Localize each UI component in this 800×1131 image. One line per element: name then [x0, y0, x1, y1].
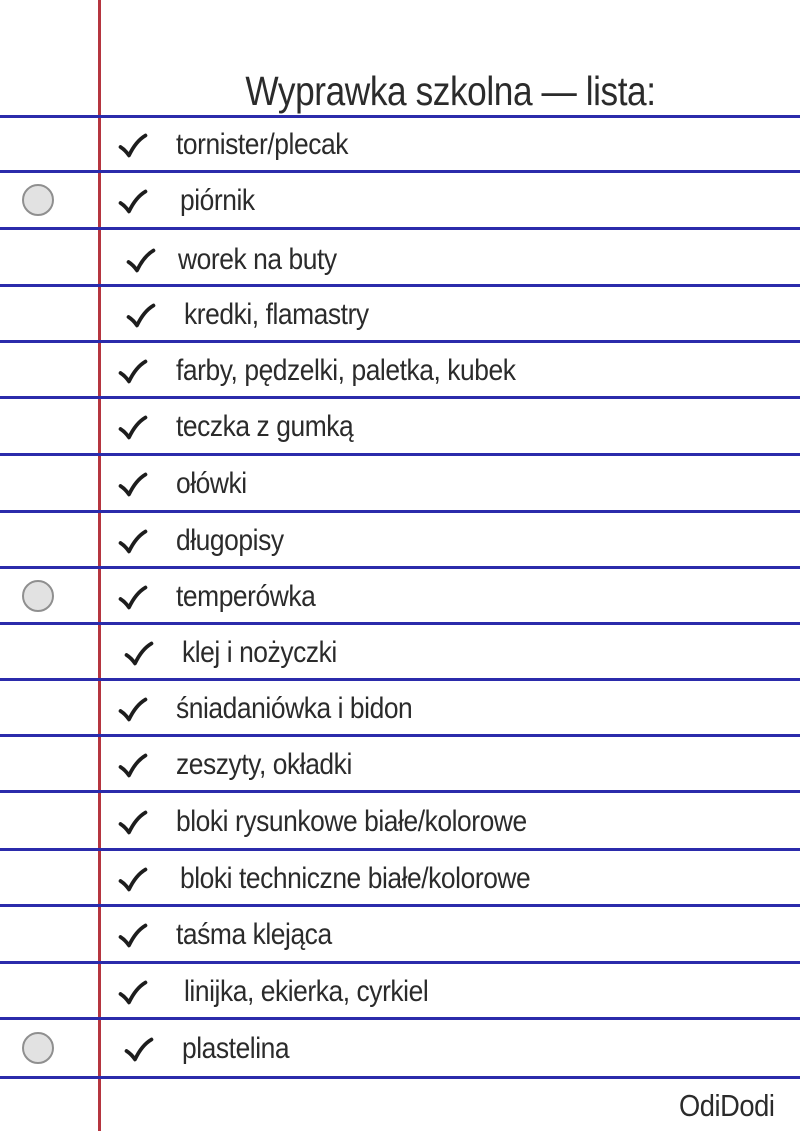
- checklist-item-row: [0, 569, 800, 625]
- title-row: [0, 0, 800, 118]
- footer-row: [0, 1079, 800, 1131]
- checkmark-icon: [118, 472, 148, 498]
- checklist: [0, 118, 800, 1079]
- checklist-item-label: taśma klejąca: [176, 918, 332, 951]
- checklist-item-row: [0, 230, 800, 287]
- checklist-item-label: kredki, flamastry: [184, 297, 369, 331]
- checklist-item-label: plastelina: [182, 1032, 290, 1065]
- checklist-item-row: [0, 625, 800, 681]
- checkmark-icon: [118, 697, 148, 723]
- checklist-item-label: klej i nożyczki: [182, 635, 337, 669]
- page-title: Wyprawka szkolna — lista:: [244, 68, 656, 114]
- checklist-item-row: [0, 513, 800, 569]
- checklist-item-row: [0, 343, 800, 399]
- hole-punch-circle: [22, 580, 54, 612]
- checklist-item-row: [0, 173, 800, 230]
- checkmark-icon: [126, 248, 156, 274]
- checklist-item-row: [0, 907, 800, 964]
- checklist-item-row: [0, 737, 800, 793]
- checkmark-icon: [118, 923, 148, 949]
- checkmark-icon: [118, 189, 148, 215]
- checklist-item-row: [0, 793, 800, 851]
- checkmark-icon: [126, 303, 156, 329]
- checklist-item-row: [0, 851, 800, 907]
- checklist-item-label: worek na buty: [178, 243, 337, 276]
- hole-punch-circle: [22, 1032, 54, 1064]
- checklist-item-row: [0, 287, 800, 343]
- checkmark-icon: [118, 867, 148, 893]
- hole-punch-circle: [22, 184, 54, 216]
- checkmark-icon: [118, 133, 148, 159]
- checkmark-icon: [124, 641, 154, 667]
- checkmark-icon: [124, 1037, 154, 1063]
- checkmark-icon: [118, 753, 148, 779]
- checklist-item-row: [0, 118, 800, 173]
- checklist-item-row: [0, 681, 800, 737]
- checklist-item-label: zeszyty, okładki: [176, 747, 352, 781]
- checkmark-icon: [118, 980, 148, 1006]
- brand-text: OdiDodi: [678, 1087, 774, 1123]
- checkmark-icon: [118, 359, 148, 385]
- checklist-item-label: temperówka: [176, 579, 316, 613]
- checklist-item-label: długopisy: [176, 523, 284, 557]
- checkmark-icon: [118, 585, 148, 611]
- checkmark-icon: [118, 529, 148, 555]
- checklist-item-label: śniadaniówka i bidon: [176, 691, 413, 725]
- checklist-item-row: [0, 964, 800, 1020]
- checklist-item-label: farby, pędzelki, paletka, kubek: [176, 353, 516, 387]
- checklist-item-label: linijka, ekierka, cyrkiel: [184, 974, 429, 1008]
- checkmark-icon: [118, 810, 148, 836]
- checklist-item-label: bloki techniczne białe/kolorowe: [180, 861, 531, 895]
- checklist-item-label: piórnik: [180, 184, 255, 217]
- checklist-item-row: [0, 456, 800, 513]
- checklist-item-label: tornister/plecak: [176, 128, 348, 161]
- checklist-item-row: [0, 399, 800, 456]
- checklist-item-label: ołówki: [176, 467, 247, 500]
- checkmark-icon: [118, 415, 148, 441]
- checklist-item-label: bloki rysunkowe białe/kolorowe: [176, 804, 527, 838]
- checklist-item-row: [0, 1020, 800, 1079]
- checklist-item-label: teczka z gumką: [176, 410, 354, 443]
